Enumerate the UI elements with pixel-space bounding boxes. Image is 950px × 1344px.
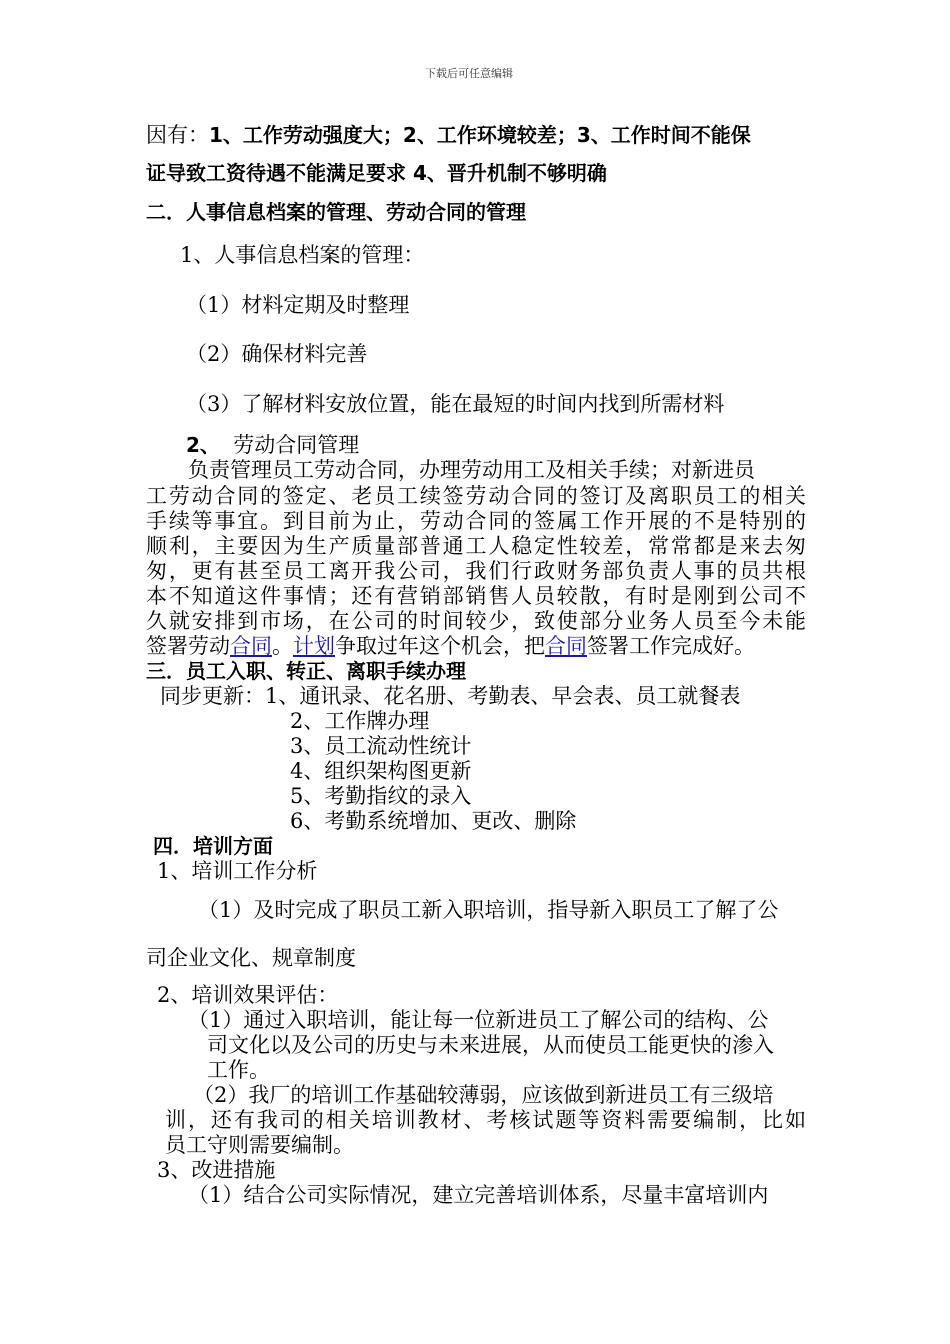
section-2-item-1: （1）材料定期及时整理 <box>186 293 410 317</box>
section-3-item: 4、组织架构图更新 <box>290 759 472 783</box>
evaluation-2: （2）我厂的培训工作基础较薄弱，应该做到新进员工有三级培 <box>193 1083 774 1107</box>
section-4-sub-2: 2、培训效果评估： <box>157 983 339 1007</box>
contract-para-line: 匆，更有甚至员工离开我公司，我们行政财务部负责人事的员共根 <box>146 559 806 583</box>
section-2-item-3: （3）了解材料安放位置，能在最短的时间内找到所需材料 <box>186 392 725 416</box>
section-2-sub-1: 1、人事信息档案的管理： <box>180 243 425 267</box>
evaluation-2: 员工守则需要编制。 <box>165 1133 354 1157</box>
reasons-text: 1、工作劳动强度大；2、工作环境较差；3、工作时间不能保 <box>209 123 751 147</box>
evaluation-1: 司文化以及公司的历史与未来进展，从而使员工能更快的渗入 <box>207 1033 774 1057</box>
section-4-heading: 四．培训方面 <box>153 834 273 858</box>
section-3-item: 3、员工流动性统计 <box>290 734 472 758</box>
reasons-line-2: 证导致工资待遇不能满足要求 4、晋升机制不够明确 <box>146 161 607 185</box>
section-2-sub-2-number: 2、 <box>186 433 220 457</box>
training-item-1-cont: 司企业文化、规章制度 <box>146 946 356 970</box>
text-segment: 。 <box>272 634 293 658</box>
contract-para-line: 顺利，主要因为生产质量部普通工人稳定性较差，常常都是来去匆 <box>146 534 806 558</box>
contract-link[interactable]: 合同 <box>230 634 272 658</box>
reasons-line-1 <box>146 122 806 148</box>
contract-para-last-line <box>146 633 755 659</box>
text-segment: 争取过年这个机会，把 <box>335 634 545 658</box>
contract-para-line: 负责管理员工劳动合同，办理劳动用工及相关手续；对新进员 <box>188 458 755 482</box>
section-2-sub-2-text: 劳动合同管理 <box>233 433 360 457</box>
reasons-prefix: 因有： <box>146 123 209 147</box>
section-4-sub-1: 1、培训工作分析 <box>157 859 318 883</box>
section-2-heading: 二．人事信息档案的管理、劳动合同的管理 <box>146 200 526 224</box>
section-4-sub-3: 3、改进措施 <box>157 1158 276 1182</box>
section-3-item: 5、考勤指纹的录入 <box>290 784 472 808</box>
contract-link[interactable]: 合同 <box>545 634 587 658</box>
training-item-1: （1）及时完成了职员工新入职培训，指导新入职员工了解了公 <box>198 898 779 922</box>
section-3-heading: 三．员工入职、转正、离职手续办理 <box>146 659 466 683</box>
text-segment: 签署劳动 <box>146 634 230 658</box>
contract-para-line: 工劳动合同的签定、老员工续签劳动合同的签订及离职员工的相关 <box>146 484 806 508</box>
page-header: 下载后可任意编辑 <box>425 67 513 80</box>
evaluation-2: 训，还有我司的相关培训教材、考核试题等资料需要编制，比如 <box>165 1108 806 1132</box>
section-2-item-2: （2）确保材料完善 <box>186 342 368 366</box>
contract-para-line: 手续等事宜。到目前为止，劳动合同的签属工作开展的不是特别的 <box>146 509 806 533</box>
improvement-1: （1）结合公司实际情况，建立完善培训体系，尽量丰富培训内 <box>188 1183 769 1207</box>
plan-link[interactable]: 计划 <box>293 634 335 658</box>
section-3-item: 2、工作牌办理 <box>290 709 430 733</box>
evaluation-1: 工作。 <box>207 1058 270 1082</box>
section-2-sub-2 <box>186 432 359 458</box>
evaluation-1: （1）通过入职培训，能让每一位新进员工了解公司的结构、公 <box>188 1008 769 1032</box>
contract-para-line: 本不知道这件事情；还有营销部销售人员较散，有时是刚到公司不 <box>146 584 806 608</box>
contract-para-line: 久就安排到市场，在公司的时间较少，致使部分业务人员至今未能 <box>146 609 806 633</box>
text-segment: 签署工作完成好。 <box>587 634 755 658</box>
section-3-item: 6、考勤系统增加、更改、删除 <box>290 809 577 833</box>
section-3-first-line: 同步更新：1、通讯录、花名册、考勤表、早会表、员工就餐表 <box>160 684 741 708</box>
